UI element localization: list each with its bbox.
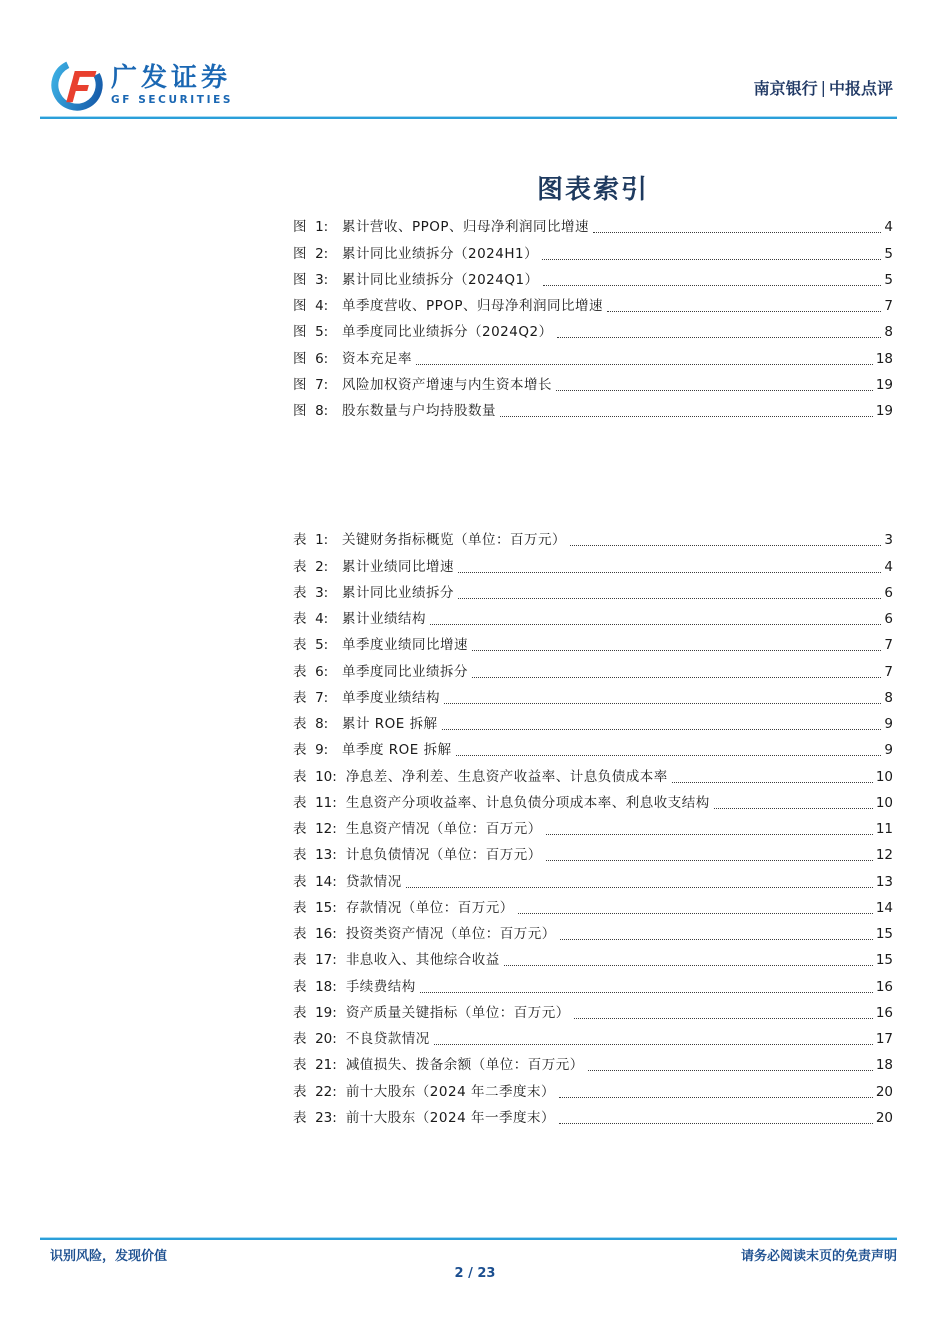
dot-leader [574,1016,873,1019]
toc-entry-label: 图 8: [293,403,329,420]
toc-entry-page: 15 [875,952,893,969]
table-index-list [293,527,893,1131]
dot-leader [434,1042,873,1045]
toc-entry[interactable] [293,527,893,553]
toc-entry-title: 存款情况（单位：百万元） [345,899,514,916]
toc-entry-page: 5 [884,271,893,288]
toc-entry-page: 17 [875,1031,893,1048]
dot-leader [559,1095,873,1098]
toc-entry-label: 图 4: [293,298,329,315]
dot-leader [542,257,881,260]
toc-entry-title: 不良贷款情况 [345,1031,430,1048]
toc-entry-title: 累计同比业绩拆分（2024Q1） [342,271,539,288]
dot-leader [546,858,873,861]
dot-leader [556,388,873,391]
toc-entry-title: 净息差、净利差、生息资产收益率、计息负债成本率 [345,768,668,785]
dot-leader [500,414,873,417]
dot-leader [456,753,882,756]
toc-entry[interactable] [293,1052,893,1078]
toc-entry-page: 8 [884,324,893,341]
toc-entry-page: 4 [884,558,893,575]
toc-entry[interactable] [293,1078,893,1104]
toc-entry-label: 表 11: [293,794,337,811]
dot-leader [560,937,873,940]
toc-entry-label: 表 21: [293,1057,337,1074]
toc-entry-page: 18 [875,1057,893,1074]
toc-entry[interactable] [293,658,893,684]
toc-entry-label: 表 6: [293,663,329,680]
logo-name-en: GF SECURITIES [111,94,234,106]
toc-entry-page: 11 [875,821,893,838]
dot-leader [406,885,873,888]
toc-entry[interactable] [293,267,893,293]
toc-entry-label: 表 12: [293,821,337,838]
dot-leader [430,622,881,625]
toc-entry-label: 图 7: [293,376,329,393]
toc-entry-label: 表 2: [293,558,329,575]
dot-leader [543,283,882,286]
dot-leader [588,1068,873,1071]
toc-entry-page: 6 [884,611,893,628]
report-subject [754,76,893,99]
toc-entry-label: 表 9: [293,742,329,759]
toc-entry-page: 3 [884,532,893,549]
toc-entry[interactable] [293,842,893,868]
toc-entry[interactable] [293,214,893,240]
toc-entry-label: 表 15: [293,899,337,916]
toc-entry-page: 10 [875,794,893,811]
toc-entry-page: 7 [884,298,893,315]
toc-entry-label: 图 1: [293,219,329,236]
dot-leader [458,596,881,599]
dot-leader [518,911,873,914]
toc-entry-label: 表 13: [293,847,337,864]
toc-entry-page: 4 [884,219,893,236]
figure-index-list [293,214,893,424]
gf-securities-logo [50,58,233,112]
toc-entry-label: 表 23: [293,1109,337,1126]
toc-entry-page: 19 [875,403,893,420]
dot-leader [714,806,873,809]
dot-leader [458,570,881,573]
header-divider [40,116,897,119]
toc-entry-label: 表 16: [293,926,337,943]
toc-entry-title: 资本充足率 [342,350,412,367]
toc-entry-label: 表 4: [293,611,329,628]
dot-leader [444,701,881,704]
dot-leader [420,990,873,993]
toc-entry[interactable] [293,372,893,398]
toc-entry-label: 表 20: [293,1031,337,1048]
toc-entry-title: 生息资产分项收益率、计息负债分项成本率、利息收支结构 [345,794,710,811]
toc-entry[interactable] [293,606,893,632]
report-type: 中报点评 [828,79,893,98]
toc-entry-title: 股东数量与户均持股数量 [342,403,496,420]
dot-leader [559,1121,873,1124]
toc-entry-title: 关键财务指标概览（单位：百万元） [342,532,566,549]
toc-entry-page: 20 [875,1109,893,1126]
footer-disclaimer-note: 请务必阅读末页的免责声明 [740,1249,897,1264]
toc-entry-page: 12 [875,847,893,864]
toc-entry-title: 累计业绩结构 [342,611,426,628]
toc-entry[interactable] [293,553,893,579]
toc-entry[interactable] [293,632,893,658]
toc-entry-page: 20 [875,1083,893,1100]
toc-entry[interactable] [293,319,893,345]
toc-entry-page: 14 [875,899,893,916]
toc-entry-page: 13 [875,873,893,890]
toc-entry-label: 表 10: [293,768,337,785]
toc-entry-title: 累计营收、PPOP、归母净利润同比增速 [342,219,590,236]
security-name: 南京银行 [753,79,818,98]
toc-entry-title: 前十大股东（2024 年二季度末） [345,1083,555,1100]
page-title: 图表索引 [536,175,649,205]
toc-entry-label: 表 7: [293,689,329,706]
title-separator: | [820,78,826,97]
dot-leader [504,963,873,966]
toc-entry-title: 资产质量关键指标（单位：百万元） [345,1004,570,1021]
dot-leader [472,675,881,678]
toc-entry[interactable] [293,947,893,973]
toc-entry-title: 单季度同比业绩拆分（2024Q2） [342,324,553,341]
toc-entry-label: 表 1: [293,532,329,549]
toc-entry-title: 手续费结构 [345,978,416,995]
page-number: 2 / 23 [454,1266,496,1281]
toc-entry-title: 单季度同比业绩拆分 [342,663,468,680]
toc-entry-title: 投资类资产情况（单位：百万元） [345,926,556,943]
toc-entry-title: 非息收入、其他综合收益 [345,952,500,969]
toc-entry-page: 9 [884,742,893,759]
toc-entry-title: 累计 ROE 拆解 [342,716,438,733]
toc-entry-title: 累计同比业绩拆分 [342,584,454,601]
toc-entry[interactable] [293,711,893,737]
toc-entry-title: 前十大股东（2024 年一季度末） [345,1109,555,1126]
toc-entry[interactable] [293,973,893,999]
chart-index-section [293,170,893,1131]
toc-entry[interactable] [293,1105,893,1131]
toc-entry[interactable] [293,240,893,266]
toc-entry-page: 7 [884,637,893,654]
toc-entry[interactable] [293,293,893,319]
toc-entry-page: 9 [884,716,893,733]
toc-entry[interactable] [293,921,893,947]
toc-entry-title: 累计同比业绩拆分（2024H1） [342,245,539,262]
toc-entry-title: 贷款情况 [345,873,402,890]
dot-leader [546,832,873,835]
toc-entry-label: 表 22: [293,1083,337,1100]
logo-text [111,63,233,107]
toc-entry[interactable] [293,685,893,711]
dot-leader [557,335,882,338]
toc-entry-label: 图 2: [293,245,329,262]
dot-leader [416,362,873,365]
toc-entry-title: 计息负债情况（单位：百万元） [345,847,542,864]
dot-leader [442,727,882,730]
toc-entry-title: 累计业绩同比增速 [342,558,454,575]
toc-entry[interactable] [293,345,893,371]
logo-name-cn: 广发证券 [111,63,232,93]
toc-entry-page: 19 [875,376,893,393]
toc-entry[interactable] [293,1026,893,1052]
toc-entry-title: 减值损失、拨备余额（单位：百万元） [345,1057,584,1074]
toc-entry[interactable] [293,895,893,921]
footer-divider [40,1237,897,1240]
toc-entry-page: 18 [875,350,893,367]
toc-entry-title: 生息资产情况（单位：百万元） [345,821,542,838]
toc-entry-page: 7 [884,663,893,680]
toc-entry-page: 5 [884,245,893,262]
footer-slogan: 识别风险，发现价值 [50,1249,168,1264]
toc-entry-page: 8 [884,689,893,706]
dot-leader [570,543,881,546]
gf-logo-icon [50,58,104,112]
toc-entry[interactable] [293,580,893,606]
toc-entry-page: 15 [875,926,893,943]
toc-entry-label: 表 3: [293,584,329,601]
toc-entry[interactable] [293,737,893,763]
toc-entry-label: 表 18: [293,978,337,995]
toc-entry-label: 表 5: [293,637,329,654]
toc-entry-page: 16 [875,978,893,995]
toc-entry-title: 单季度业绩结构 [342,689,440,706]
toc-entry[interactable] [293,763,893,789]
toc-entry-label: 表 8: [293,716,329,733]
toc-entry-label: 图 6: [293,350,329,367]
toc-entry[interactable] [293,398,893,424]
toc-entry-label: 图 3: [293,271,329,288]
toc-entry-label: 表 19: [293,1004,337,1021]
toc-entry[interactable] [293,816,893,842]
toc-entry[interactable] [293,790,893,816]
toc-entry-page: 16 [875,1004,893,1021]
toc-entry-label: 表 14: [293,873,337,890]
toc-entry-page: 10 [875,768,893,785]
toc-entry[interactable] [293,1000,893,1026]
dot-leader [593,230,881,233]
dot-leader [472,648,881,651]
toc-entry-title: 风险加权资产增速与内生资本增长 [342,376,552,393]
dot-leader [672,780,873,783]
toc-entry-label: 表 17: [293,952,337,969]
toc-entry-title: 单季度业绩同比增速 [342,637,468,654]
dot-leader [607,309,881,312]
toc-entry[interactable] [293,868,893,894]
toc-entry-label: 图 5: [293,324,329,341]
toc-entry-title: 单季度 ROE 拆解 [342,742,452,759]
toc-entry-title: 单季度营收、PPOP、归母净利润同比增速 [342,298,604,315]
toc-entry-page: 6 [884,584,893,601]
footer [50,1246,897,1263]
